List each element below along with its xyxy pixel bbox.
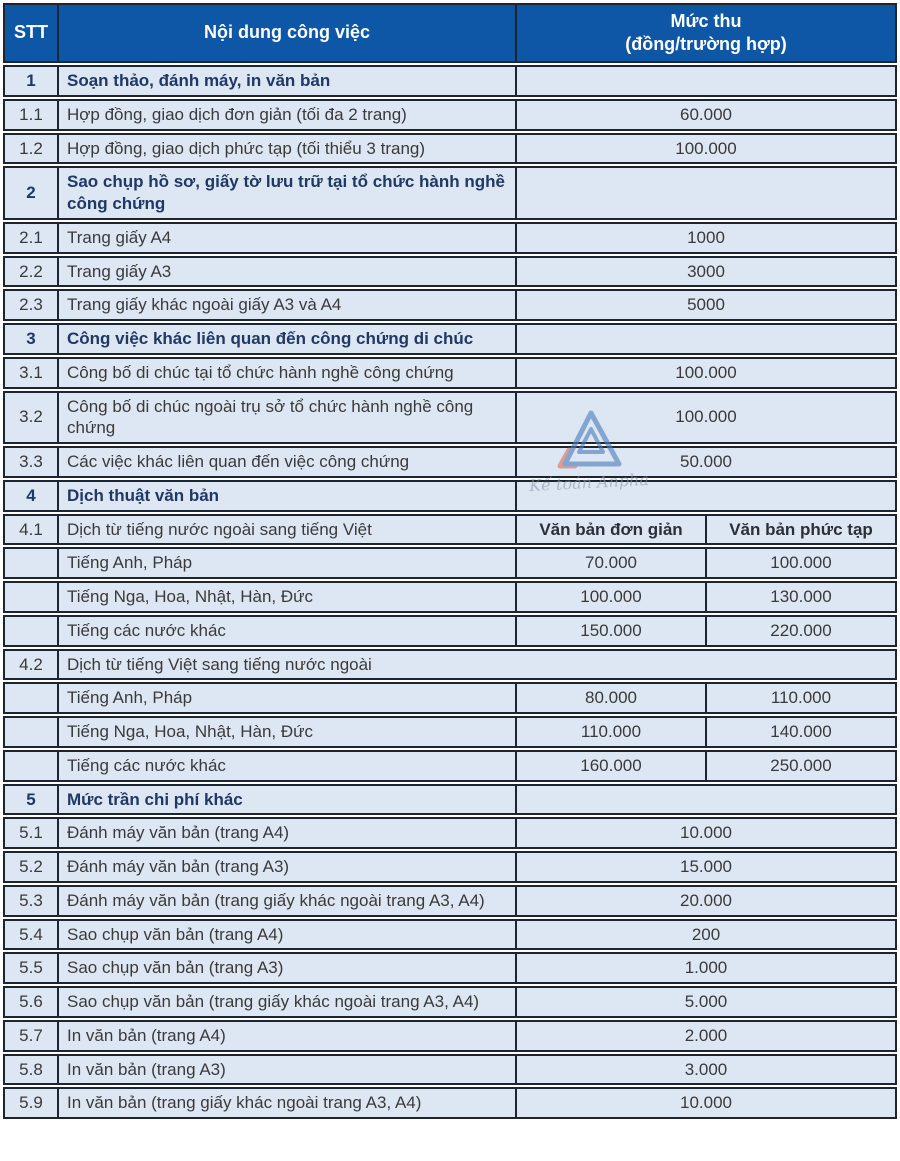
row-value: 1000	[515, 224, 895, 252]
table-row	[3, 357, 897, 389]
table-row	[3, 649, 897, 681]
row-stt: 5.5	[5, 954, 57, 982]
row-value: 10.000	[515, 819, 895, 847]
row-value: 80.000	[515, 684, 705, 712]
row-value	[515, 168, 895, 218]
row-content: Hợp đồng, giao dịch đơn giản (tối đa 2 trang)	[57, 101, 515, 129]
table-row	[3, 750, 897, 782]
row-stt	[5, 583, 57, 611]
row-value: 110.000	[705, 684, 895, 712]
table-row	[3, 784, 897, 816]
row-content: Trang giấy A4	[57, 224, 515, 252]
row-value: 140.000	[705, 718, 895, 746]
row-stt	[5, 549, 57, 577]
row-stt	[5, 617, 57, 645]
table-header-row	[3, 3, 897, 63]
table-row	[3, 547, 897, 579]
row-value	[515, 786, 895, 814]
row-value: 110.000	[515, 718, 705, 746]
row-value: 70.000	[515, 549, 705, 577]
row-stt: 4	[5, 482, 57, 510]
table-row	[3, 391, 897, 445]
row-content: In văn bản (trang giấy khác ngoài trang A3, A4)	[57, 1089, 515, 1117]
row-stt: 3.2	[5, 393, 57, 443]
row-stt: 5	[5, 786, 57, 814]
row-value: 15.000	[515, 853, 895, 881]
table-row	[3, 256, 897, 288]
row-stt: 2.2	[5, 258, 57, 286]
row-content: Đánh máy văn bản (trang A4)	[57, 819, 515, 847]
table-row	[3, 885, 897, 917]
row-stt: 5.6	[5, 988, 57, 1016]
row-stt: 3.1	[5, 359, 57, 387]
row-content: Công bố di chúc ngoài trụ sở tổ chức hành nghề công chứng	[57, 393, 515, 443]
row-content: Trang giấy khác ngoài giấy A3 và A4	[57, 291, 515, 319]
row-content: Tiếng Nga, Hoa, Nhật, Hàn, Đức	[57, 583, 515, 611]
table-row	[3, 323, 897, 355]
row-stt	[5, 718, 57, 746]
table-row	[3, 99, 897, 131]
row-stt: 2.3	[5, 291, 57, 319]
table-row	[3, 615, 897, 647]
row-content: Sao chụp hồ sơ, giấy tờ lưu trữ tại tổ chức hành nghề công chứng	[57, 168, 515, 218]
row-stt: 4.1	[5, 516, 57, 544]
row-content: Soạn thảo, đánh máy, in văn bản	[57, 67, 515, 95]
table-row	[3, 1087, 897, 1119]
row-value: 250.000	[705, 752, 895, 780]
row-value: Văn bản phức tạp	[705, 516, 895, 544]
row-value: 150.000	[515, 617, 705, 645]
row-value: 2.000	[515, 1022, 895, 1050]
table-row	[3, 581, 897, 613]
row-content: Dịch thuật văn bản	[57, 482, 515, 510]
row-stt: 1	[5, 67, 57, 95]
row-stt: 4.2	[5, 651, 57, 679]
row-value: Văn bản đơn giản	[515, 516, 705, 544]
table-row	[3, 446, 897, 478]
watermark-text: Kế toán Anpha	[528, 469, 650, 496]
table-row	[3, 514, 897, 546]
row-value: 100.000	[705, 549, 895, 577]
row-value: 20.000	[515, 887, 895, 915]
header-content: Nội dung công việc	[57, 5, 515, 61]
row-stt: 3	[5, 325, 57, 353]
row-content: Đánh máy văn bản (trang A3)	[57, 853, 515, 881]
row-value: 100.000	[515, 135, 895, 163]
row-stt: 5.1	[5, 819, 57, 847]
row-stt	[5, 752, 57, 780]
row-stt: 1.2	[5, 135, 57, 163]
header-stt: STT	[5, 5, 57, 61]
row-stt: 2.1	[5, 224, 57, 252]
row-value: 3.000	[515, 1056, 895, 1084]
table-row	[3, 851, 897, 883]
row-content: Tiếng Anh, Pháp	[57, 549, 515, 577]
table-row	[3, 1054, 897, 1086]
row-value	[515, 67, 895, 95]
row-content: Trang giấy A3	[57, 258, 515, 286]
row-stt: 3.3	[5, 448, 57, 476]
row-stt: 5.2	[5, 853, 57, 881]
table-row	[3, 65, 897, 97]
row-content: In văn bản (trang A3)	[57, 1056, 515, 1084]
row-value: 60.000	[515, 101, 895, 129]
row-content: Sao chụp văn bản (trang A3)	[57, 954, 515, 982]
row-content: Hợp đồng, giao dịch phức tạp (tối thiểu 3 trang)	[57, 135, 515, 163]
row-content: Dịch từ tiếng Việt sang tiếng nước ngoài	[57, 651, 895, 679]
row-value: 220.000	[705, 617, 895, 645]
row-value: 5.000	[515, 988, 895, 1016]
table-row	[3, 1020, 897, 1052]
row-stt: 2	[5, 168, 57, 218]
row-stt: 1.1	[5, 101, 57, 129]
row-stt	[5, 684, 57, 712]
row-value	[515, 482, 895, 510]
table-row	[3, 480, 897, 512]
table-row	[3, 817, 897, 849]
header-fee	[515, 5, 895, 61]
row-value: 130.000	[705, 583, 895, 611]
row-value: 200	[515, 921, 895, 949]
row-content: Mức trần chi phí khác	[57, 786, 515, 814]
row-content: In văn bản (trang A4)	[57, 1022, 515, 1050]
table-row	[3, 952, 897, 984]
table-row	[3, 986, 897, 1018]
header-fee-line2: (đồng/trường hợp)	[625, 34, 787, 54]
row-stt: 5.3	[5, 887, 57, 915]
header-fee-line1: Mức thu	[670, 10, 742, 31]
table-row	[3, 682, 897, 714]
row-stt: 5.7	[5, 1022, 57, 1050]
row-value: 5000	[515, 291, 895, 319]
row-value: 3000	[515, 258, 895, 286]
table-row	[3, 133, 897, 165]
row-value: 160.000	[515, 752, 705, 780]
row-content: Tiếng Nga, Hoa, Nhật, Hàn, Đức	[57, 718, 515, 746]
row-value: 1.000	[515, 954, 895, 982]
table-row	[3, 166, 897, 220]
row-value: 100.000	[515, 359, 895, 387]
row-value	[515, 325, 895, 353]
table-row	[3, 289, 897, 321]
row-content: Tiếng các nước khác	[57, 752, 515, 780]
row-value: 50.000	[515, 448, 895, 476]
row-content: Tiếng các nước khác	[57, 617, 515, 645]
table-row	[3, 222, 897, 254]
row-content: Công bố di chúc tại tổ chức hành nghề công chứng	[57, 359, 515, 387]
table-row	[3, 716, 897, 748]
row-stt: 5.9	[5, 1089, 57, 1117]
row-content: Dịch từ tiếng nước ngoài sang tiếng Việt	[57, 516, 515, 544]
row-stt: 5.4	[5, 921, 57, 949]
row-value: 100.000	[515, 583, 705, 611]
row-stt: 5.8	[5, 1056, 57, 1084]
row-value: 100.000	[515, 393, 895, 443]
row-content: Sao chụp văn bản (trang giấy khác ngoài trang A3, A4)	[57, 988, 515, 1016]
row-content: Đánh máy văn bản (trang giấy khác ngoài trang A3, A4)	[57, 887, 515, 915]
row-content: Các việc khác liên quan đến việc công chứng	[57, 448, 515, 476]
table-body	[3, 65, 897, 1119]
table-row	[3, 919, 897, 951]
row-value: 10.000	[515, 1089, 895, 1117]
row-content: Sao chụp văn bản (trang A4)	[57, 921, 515, 949]
row-content: Tiếng Anh, Pháp	[57, 684, 515, 712]
row-content: Công việc khác liên quan đến công chứng di chúc	[57, 325, 515, 353]
